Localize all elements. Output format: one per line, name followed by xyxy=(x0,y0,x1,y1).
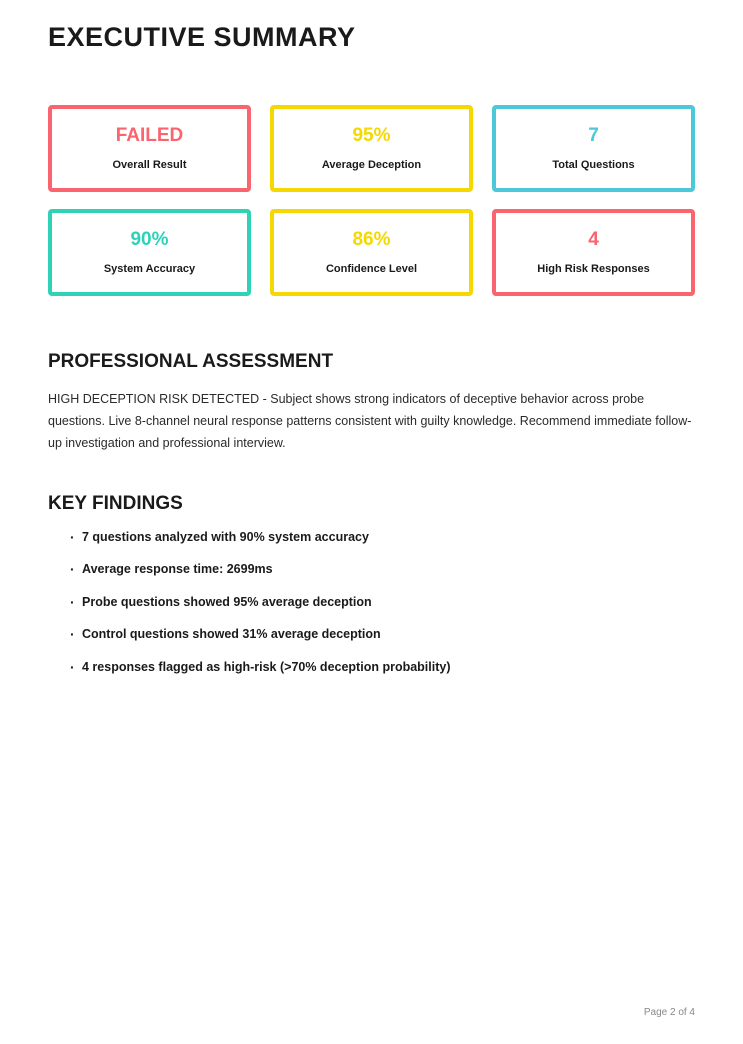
page-title: EXECUTIVE SUMMARY xyxy=(48,22,356,52)
assessment-heading: PROFESSIONAL ASSESSMENT xyxy=(48,351,334,373)
card-value: 4 xyxy=(588,229,599,251)
card-label: Average Deception xyxy=(321,159,422,172)
card-value: 7 xyxy=(588,125,599,147)
summary-card-average-deception xyxy=(270,105,473,192)
list-item: · Average response time: 2699ms xyxy=(70,561,695,579)
list-item: · Probe questions showed 95% average deception xyxy=(70,594,695,612)
summary-card-grid xyxy=(48,105,695,296)
card-label: Confidence Level xyxy=(325,263,418,276)
key-findings-list xyxy=(48,529,695,677)
card-value: 95% xyxy=(352,125,391,147)
key-findings-heading: KEY FINDINGS xyxy=(48,492,183,514)
card-value: 90% xyxy=(130,229,169,251)
card-value: 86% xyxy=(352,229,391,251)
summary-card-total-questions xyxy=(492,105,695,192)
summary-card-confidence-level xyxy=(270,209,473,296)
card-label: System Accuracy xyxy=(103,263,196,276)
list-item: · 4 responses flagged as high-risk (>70% deception probability) xyxy=(70,659,695,677)
list-item: · Control questions showed 31% average deception xyxy=(70,626,695,644)
card-label: Total Questions xyxy=(552,159,635,172)
card-label: High Risk Responses xyxy=(537,263,650,276)
assessment-body: HIGH DECEPTION RISK DETECTED - Subject shows strong indicators of deceptive behavior across probe questions. Live 8-channel neural response patterns consistent with guilty knowledge. Recommend immediate follow-up investigation and professional interview. xyxy=(48,392,692,450)
card-label: Overall Result xyxy=(112,159,187,172)
summary-card-high-risk-responses xyxy=(492,209,695,296)
page-footer: Page 2 of 4 xyxy=(643,1007,695,1018)
card-value: FAILED xyxy=(115,125,184,147)
summary-card-overall-result xyxy=(48,105,251,192)
summary-card-system-accuracy xyxy=(48,209,251,296)
list-item: · 7 questions analyzed with 90% system accuracy xyxy=(70,529,695,547)
